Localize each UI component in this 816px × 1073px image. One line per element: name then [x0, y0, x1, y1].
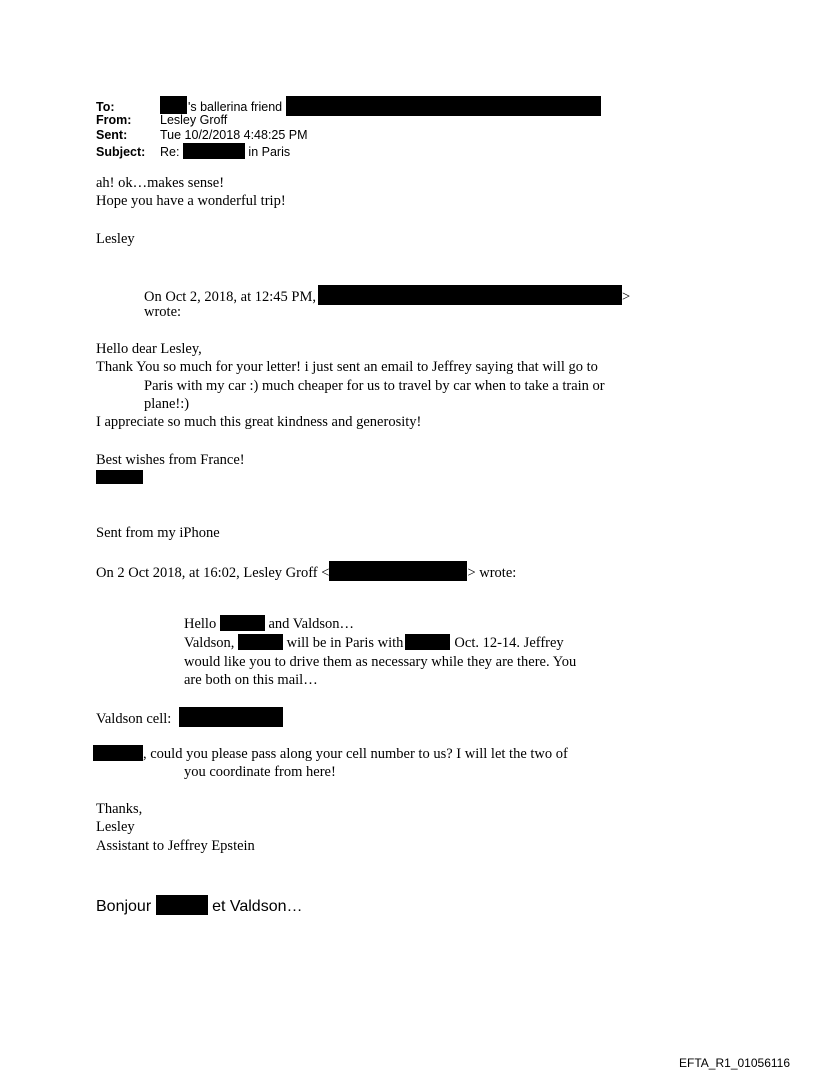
msg2-line-1: Thank You so much for your letter! i just sent an email to Jeffrey saying that will go to: [96, 359, 598, 375]
msg3-line-4: are both on this mail…: [184, 672, 318, 688]
redaction-block: [96, 470, 143, 484]
quote-intro-text: On 2 Oct 2018, at 16:02, Lesley Groff <: [96, 565, 330, 581]
bonjour-b: et Valdson…: [212, 898, 303, 915]
document-id: EFTA_R1_01056116: [679, 1056, 790, 1070]
to-value: 's ballerina friend: [188, 100, 283, 114]
redaction-block: [405, 634, 450, 650]
redaction-block: [238, 634, 283, 650]
sent-line: [96, 127, 308, 143]
msg2-line-2: Paris with my car :) much cheaper for us to travel by car when to take a train or: [144, 378, 605, 394]
redaction-block: [93, 745, 143, 761]
pass-line-1: [93, 745, 568, 764]
pass-line-2: you coordinate from here!: [184, 764, 336, 780]
signoff-name: Lesley: [96, 819, 135, 835]
to-label: To:: [96, 100, 115, 114]
from-line: [96, 112, 227, 128]
quote-wrote-text: > wrote:: [467, 565, 517, 581]
redaction-block: [183, 143, 245, 159]
redaction-block: [156, 895, 208, 915]
from-value: Lesley Groff: [160, 113, 228, 127]
redaction-block: [329, 561, 467, 581]
pass-text-a: , could you please pass along your cell number to us? I will let the two of: [143, 746, 568, 762]
msg2-greeting: Hello dear Lesley,: [96, 341, 202, 357]
msg3-line-3: would like you to drive them as necessary while they are there. You: [184, 654, 577, 670]
subject-prefix: Re:: [160, 145, 180, 159]
signoff-thanks: Thanks,: [96, 801, 143, 817]
msg3-l2-a: Valdson,: [184, 635, 235, 651]
msg2-line-4: I appreciate so much this great kindness and generosity!: [96, 414, 422, 430]
redaction-block: [179, 707, 283, 727]
reply-line-1: ah! ok…makes sense!: [96, 175, 225, 191]
bonjour-a: Bonjour: [96, 898, 152, 915]
subject-line: [96, 143, 290, 160]
sent-value: Tue 10/2/2018 4:48:25 PM: [160, 128, 308, 142]
sent-from-line: Sent from my iPhone: [96, 525, 220, 541]
redaction-block: [220, 615, 265, 631]
signoff-title: Assistant to Jeffrey Epstein: [96, 838, 255, 854]
quote-intro-text: On Oct 2, 2018, at 12:45 PM,: [144, 289, 316, 305]
redaction-block: [318, 285, 622, 305]
from-label: From:: [96, 113, 132, 127]
subject-label: Subject:: [96, 145, 146, 159]
sent-label: Sent:: [96, 128, 128, 142]
valdson-cell-label: Valdson cell:: [96, 711, 172, 727]
quote-intro-1: [144, 285, 630, 307]
valdson-cell-line: [96, 707, 283, 729]
reply-signature: Lesley: [96, 231, 135, 247]
msg3-hello-b: and Valdson…: [268, 616, 354, 632]
msg2-line-3: plane!:): [144, 396, 190, 412]
quote-wrote-1: wrote:: [144, 304, 182, 320]
msg3-hello-a: Hello: [184, 616, 217, 632]
msg3-l2-c: Oct. 12-14. Jeffrey: [454, 635, 564, 651]
quote-intro-2: [96, 561, 516, 583]
msg3-line-2: [184, 634, 564, 653]
quote-intro-end: >: [621, 289, 631, 305]
bonjour-line: [96, 895, 302, 916]
subject-suffix: in Paris: [248, 145, 291, 159]
redaction-block: [286, 96, 601, 116]
reply-line-2: Hope you have a wonderful trip!: [96, 193, 286, 209]
msg2-closing: Best wishes from France!: [96, 452, 245, 468]
msg3-l2-b: will be in Paris with: [286, 635, 404, 651]
msg3-hello: [184, 615, 354, 634]
